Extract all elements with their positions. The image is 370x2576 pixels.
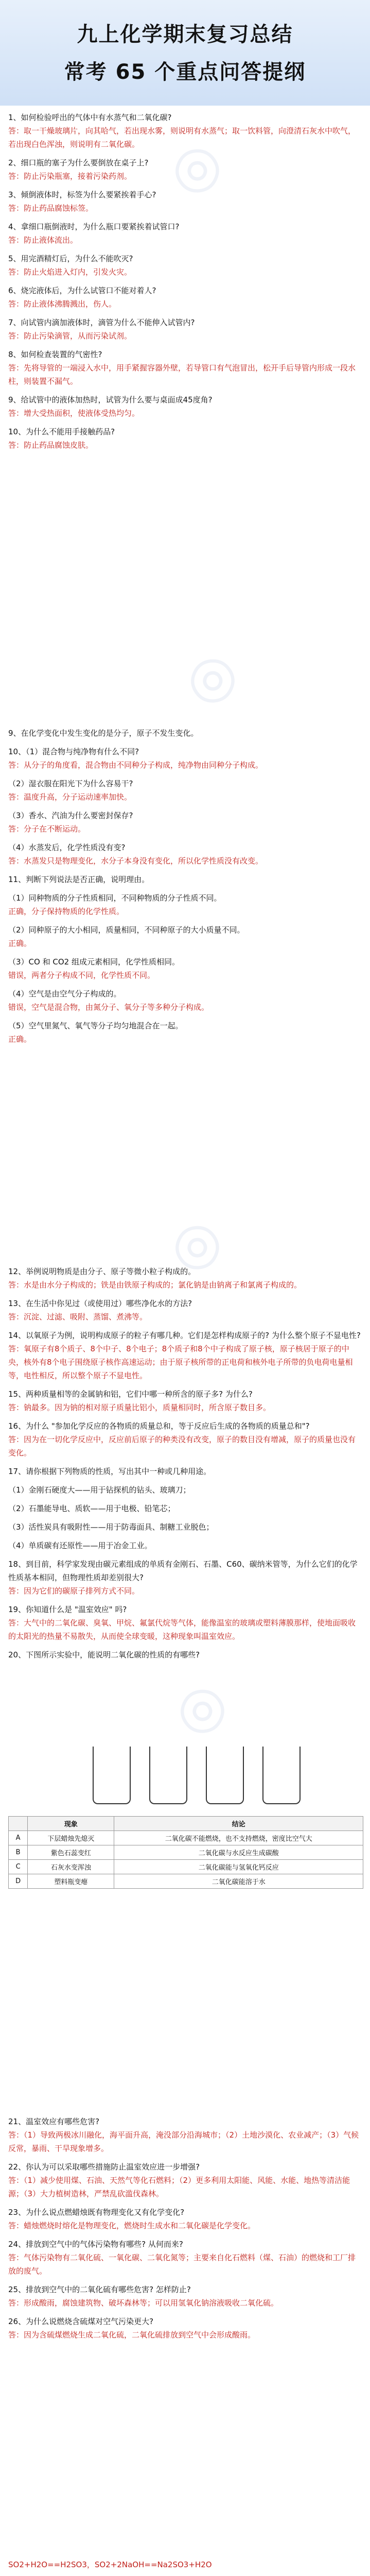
qa-section-1 xyxy=(8,111,362,457)
table-cell: D xyxy=(9,1874,28,1889)
question-text: （4）空气是由空气分子构成的。 xyxy=(8,989,121,998)
answer-text: 答：水蒸发只是物理变化，水分子本身没有变化，所以化学性质没有改变。 xyxy=(8,856,263,866)
qa-item xyxy=(8,726,362,740)
table-cell: 二氧化碳不能燃烧，也不支持燃烧，密度比空气大 xyxy=(114,1831,363,1845)
watermark: ◎ xyxy=(160,1666,239,1749)
question-text: 24、排放到空气中的气体污染物有哪些? 从何而来? xyxy=(8,2240,183,2249)
qa-item xyxy=(8,252,362,279)
table-cell: 下层蜡烛先熄灭 xyxy=(28,1831,114,1845)
question-text: 4、拿细口瓶倒液时，为什么瓶口要紧挨着试管口? xyxy=(8,222,180,231)
question-text: 14、以氧原子为例，说明构成原子的粒子有哪几种。它们是怎样构成原子的? 为什么整个原子不显电性? xyxy=(8,1331,361,1340)
question-text: 26、为什么说燃烧含硫煤对空气污染更大? xyxy=(8,2317,154,2326)
qa-item xyxy=(8,809,362,836)
answer-text: 答：气体污染物有二氧化硫、一氧化碳、二氧化氮等；主要来自化石燃料（煤、石油）的燃烧和工厂排放的废气。 xyxy=(8,2253,356,2276)
answer-text: 答：防止污染瓶塞，接着污染药剂。 xyxy=(8,172,132,181)
qa-item xyxy=(8,348,362,388)
qa-section-3 xyxy=(8,1265,362,1667)
table-row xyxy=(9,1831,363,1845)
question-text: 13、在生活中你见过（或使用过）哪些净化水的方法? xyxy=(8,1299,192,1308)
answer-text: 答：防止火焰进入灯内，引发火灾。 xyxy=(8,267,132,277)
answer-text: 答：形成酸雨，腐蚀建筑物、破坏森林等；可以用氢氧化钠溶液吸收二氧化硫。 xyxy=(8,2298,279,2308)
qa-item xyxy=(8,1520,362,1534)
question-text: 17、请你根据下列物质的性质，写出其中一种或几种用途。 xyxy=(8,1467,212,1476)
qa-item xyxy=(8,111,362,151)
table-cell: B xyxy=(9,1845,28,1860)
question-text: 3、倾倒液体时，标签为什么要紧挨着手心? xyxy=(8,190,156,199)
question-text: 9、在化学变化中发生变化的是分子，原子不发生变化。 xyxy=(8,728,199,738)
table-row xyxy=(9,1874,363,1889)
answer-text: 答：先将导管的一端浸入水中，用手紧握容器外壁，若导管口有气泡冒出，松开手后导管内形成一段水柱，则装置不漏气。 xyxy=(8,363,356,386)
answer-text: 答：从分子的角度看，混合物由不同种分子构成，纯净物由同种分子构成。 xyxy=(8,760,263,770)
qa-item xyxy=(8,1387,362,1414)
table-cell: 塑料瓶变瘪 xyxy=(28,1874,114,1889)
question-text: 22、你认为可以采取哪些措施防止温室效应进一步增强? xyxy=(8,2162,200,2172)
question-text: （1）同种物质的分子性质相同，不同种物质的分子性质不同。 xyxy=(8,893,222,903)
title-line-1: 九上化学期末复习总结 xyxy=(77,23,293,46)
answer-text: 答：因为它们的碳原子排列方式不同。 xyxy=(8,1586,140,1596)
question-text: （3）活性炭具有吸附性——用于防毒面具、制糖工业脱色； xyxy=(8,1522,214,1532)
answer-text: 错误，空气是混合物，由氮分子、氧分子等多种分子构成。 xyxy=(8,1003,209,1012)
qa-item xyxy=(8,284,362,311)
qa-item xyxy=(8,1502,362,1515)
title-line-2: 常考 65 个重点问答提纲 xyxy=(64,60,306,84)
table-cell: 二氧化碳能与氢氧化钙反应 xyxy=(114,1860,363,1874)
table-row xyxy=(9,1845,363,1860)
question-text: （5）空气里氮气、氧气等分子均匀地混合在一起。 xyxy=(8,1021,183,1030)
answer-text: 答：（1）导致两极冰川融化，海平面升高，淹没部分沿海城市；（2）土地沙漠化、农业减产；（3）气候反常，暴雨、干旱现象增多。 xyxy=(8,2130,359,2153)
beaker-a xyxy=(93,1747,131,1804)
qa-item xyxy=(8,1419,362,1460)
qa-item xyxy=(8,987,362,1014)
answer-text: 正确，分子保持物质的化学性质。 xyxy=(8,907,125,916)
table-cell: A xyxy=(9,1831,28,1845)
equation: SO2+H2O==H2SO3，SO2+2NaOH==Na2SO3+H2O xyxy=(8,2560,212,2569)
table-header-cell xyxy=(9,1817,28,1831)
qa-item xyxy=(8,1019,362,1046)
answer-text: 正确。 xyxy=(8,1035,32,1044)
qa-section-2 xyxy=(8,726,362,1051)
qa-item xyxy=(8,1539,362,1552)
answer-text: 答：温度升高，分子运动速率加快。 xyxy=(8,792,132,802)
qa-item xyxy=(8,1297,362,1324)
question-text: 18、到目前，科学家发现由碳元素组成的单质有金刚石、石墨、C60、碳纳米管等，为什么它们的化学性质基本相同，但物理性质却差别很大? xyxy=(8,1560,358,1582)
table-cell: 二氧化碳能溶于水 xyxy=(114,1874,363,1889)
question-text: 16、为什么 "参加化学反应的各物质的质量总和，等于反应后生成的各物质的质量总和"? xyxy=(8,1421,310,1431)
question-text: 2、细口瓶的塞子为什么要倒放在桌子上? xyxy=(8,158,149,167)
table-header-cell: 结论 xyxy=(114,1817,363,1831)
qa-item xyxy=(8,873,362,886)
question-text: 20、下图所示实验中，能说明二氧化碳的性质的有哪些? xyxy=(8,1650,200,1659)
answer-text: 答：防止污染滴管，从而污染试剂。 xyxy=(8,331,132,341)
qa-item xyxy=(8,2115,362,2155)
qa-item xyxy=(8,1603,362,1643)
beaker-c xyxy=(206,1747,244,1804)
question-text: （2）同种原子的大小相同，质量相同，不同种原子的大小质量不同。 xyxy=(8,925,245,935)
question-text: 19、你知道什么是 "温室效应" 吗? xyxy=(8,1605,127,1614)
answer-text: 答：防止药品腐蚀标签。 xyxy=(8,204,94,213)
qa-item xyxy=(8,220,362,247)
qa-section-4 xyxy=(8,2115,362,2347)
qa-item xyxy=(8,156,362,183)
qa-item xyxy=(8,955,362,982)
answer-text: 错误，两者分子构成不同，化学性质不同。 xyxy=(8,971,155,980)
question-text: （3）香水、汽油为什么要密封保存? xyxy=(8,811,133,820)
table-header-cell: 现象 xyxy=(28,1817,114,1831)
qa-item xyxy=(8,1557,362,1598)
answer-text: 答：水是由水分子构成的；铁是由铁原子构成的；氯化钠是由钠离子和氯离子构成的。 xyxy=(8,1280,302,1290)
answer-text: 答：钠最多。因为钠的相对原子质量比铝小，质量相同时，所含原子数目多。 xyxy=(8,1403,271,1412)
table-cell: 紫色石蕊变红 xyxy=(28,1845,114,1860)
qa-item xyxy=(8,1483,362,1497)
qa-item xyxy=(8,891,362,918)
question-text: 10、为什么不能用手接触药品? xyxy=(8,427,115,436)
qa-item xyxy=(8,2160,362,2200)
answer-text: 答：分子在不断运动。 xyxy=(8,824,86,834)
question-text: 1、如何检验呼出的气体中有水蒸气和二氧化碳? xyxy=(8,113,172,122)
table-row xyxy=(9,1860,363,1874)
answer-text: 答：因为含硫煤燃烧生成二氧化硫，二氧化硫排放到空气中会形成酸雨。 xyxy=(8,2330,256,2340)
question-text: 6、烧完液体后，为什么试管口不能对着人? xyxy=(8,286,156,295)
qa-item xyxy=(8,1465,362,1478)
qa-item xyxy=(8,188,362,215)
qa-item xyxy=(8,1648,362,1662)
answer-text: 答：防止药品腐蚀皮肤。 xyxy=(8,440,94,450)
table-cell: 石灰水变浑浊 xyxy=(28,1860,114,1874)
qa-item xyxy=(8,841,362,868)
answer-text: 答：氧原子有8个质子、8个中子、8个电子；8个质子和8个中子构成了原子核，原子核居于原子的中央，核外有8个电子围绕原子核作高速运动；由于原子核所带的正电荷和核外电子所带的负电荷电量相等，电性相反，所以整个原子不显电性。 xyxy=(8,1344,353,1380)
question-text: 10、（1）混合物与纯净物有什么不同? xyxy=(8,747,139,756)
question-text: （3）CO 和 CO2 组成元素相同，化学性质相同。 xyxy=(8,957,180,967)
answer-text: 答：取一干燥玻璃片，向其哈气，若出现水雾，则说明有水蒸气；取一饮料管，向澄清石灰水中吹气，若出现白色浑浊，则说明有二氧化碳。 xyxy=(8,126,356,149)
watermark: ◎ xyxy=(170,636,250,718)
question-text: 23、为什么说点燃蜡烛既有物理变化又有化学变化? xyxy=(8,2208,185,2217)
question-text: （2）湿衣服在阳光下为什么容易干? xyxy=(8,779,133,788)
watermark: ◎ xyxy=(155,1202,234,1285)
qa-item xyxy=(8,923,362,950)
question-text: （4）单质碳有还原性——用于冶金工业。 xyxy=(8,1541,152,1550)
answer-text: 答：蜡烛燃烧时熔化是物理变化，燃烧时生成水和二氧化碳是化学变化。 xyxy=(8,2221,256,2230)
qa-item xyxy=(8,1265,362,1292)
qa-item xyxy=(8,2238,362,2278)
qa-item xyxy=(8,2315,362,2342)
table-cell: 二氧化碳与水反应生成碳酸 xyxy=(114,1845,363,1860)
answer-text: 答：沉淀、过滤、吸附、蒸馏、煮沸等。 xyxy=(8,1312,148,1321)
qa-item xyxy=(8,745,362,772)
qa-item xyxy=(8,777,362,804)
question-text: 15、两种质量相等的金属钠和铝，它们中哪一种所含的原子多? 为什么? xyxy=(8,1389,253,1399)
answer-text: 答：防止液体流出。 xyxy=(8,235,78,245)
answer-text: 正确。 xyxy=(8,939,32,948)
beaker-b xyxy=(149,1747,187,1804)
qa-item xyxy=(8,2206,362,2232)
answer-text: 答：因为在一切化学反应中，反应前后原子的种类没有改变，原子的数目没有增减，原子的质量也没有变化。 xyxy=(8,1435,356,1458)
qa-item xyxy=(8,425,362,452)
question-text: 11、判断下列说法是否正确，说明理由。 xyxy=(8,875,150,884)
question-text: （4）水蒸发后，化学性质没有变? xyxy=(8,843,126,852)
question-text: （1）金刚石硬度大——用于钻探机的钻头、玻璃刀； xyxy=(8,1485,191,1495)
question-text: 7、向试管内滴加液体时，滴管为什么不能伸入试管内? xyxy=(8,318,195,327)
question-text: 12、举例说明物质是由分子、原子等微小粒子构成的。 xyxy=(8,1267,196,1276)
co2-table xyxy=(8,1816,363,1889)
question-text: 25、排放到空气中的二氧化硫有哪些危害? 怎样防止? xyxy=(8,2285,191,2294)
answer-text: 答：防止液体沸腾溅出，伤人。 xyxy=(8,299,117,309)
answer-text: 答：增大受热面积，使液体受热均匀。 xyxy=(8,409,140,418)
qa-item xyxy=(8,393,362,420)
equation-block xyxy=(8,2558,362,2571)
question-text: 21、温室效应有哪些危害? xyxy=(8,2117,100,2126)
answer-text: 答：大气中的二氧化碳、臭氧、甲烷、氟氯代烷等气体，能像温室的玻璃或塑料薄膜那样，使地面吸收的太阳光的热量不易散失，从而使全球变暖，这种现象叫温室效应。 xyxy=(8,1618,356,1641)
header xyxy=(0,0,370,106)
watermark: ◎ xyxy=(155,126,234,208)
beaker-d xyxy=(262,1747,301,1804)
question-text: 5、用完酒精灯后，为什么不能吹灭? xyxy=(8,254,133,263)
qa-item xyxy=(8,2283,362,2310)
qa-item xyxy=(8,1329,362,1382)
question-text: 8、如何检查装置的气密性? xyxy=(8,350,102,359)
question-text: 9、给试管中的液体加热时，试管为什么要与桌面成45度角? xyxy=(8,395,213,404)
qa-item xyxy=(8,316,362,343)
answer-text: 答：（1）减少使用煤、石油、天然气等化石燃料；（2）更多利用太阳能、风能、水能、地热等清洁能源；（3）大力植树造林，严禁乱砍滥伐森林。 xyxy=(8,2176,350,2198)
question-text: （2）石墨能导电、质软——用于电极、铅笔芯； xyxy=(8,1504,175,1513)
experiment-figure xyxy=(93,1747,309,1808)
table-cell: C xyxy=(9,1860,28,1874)
